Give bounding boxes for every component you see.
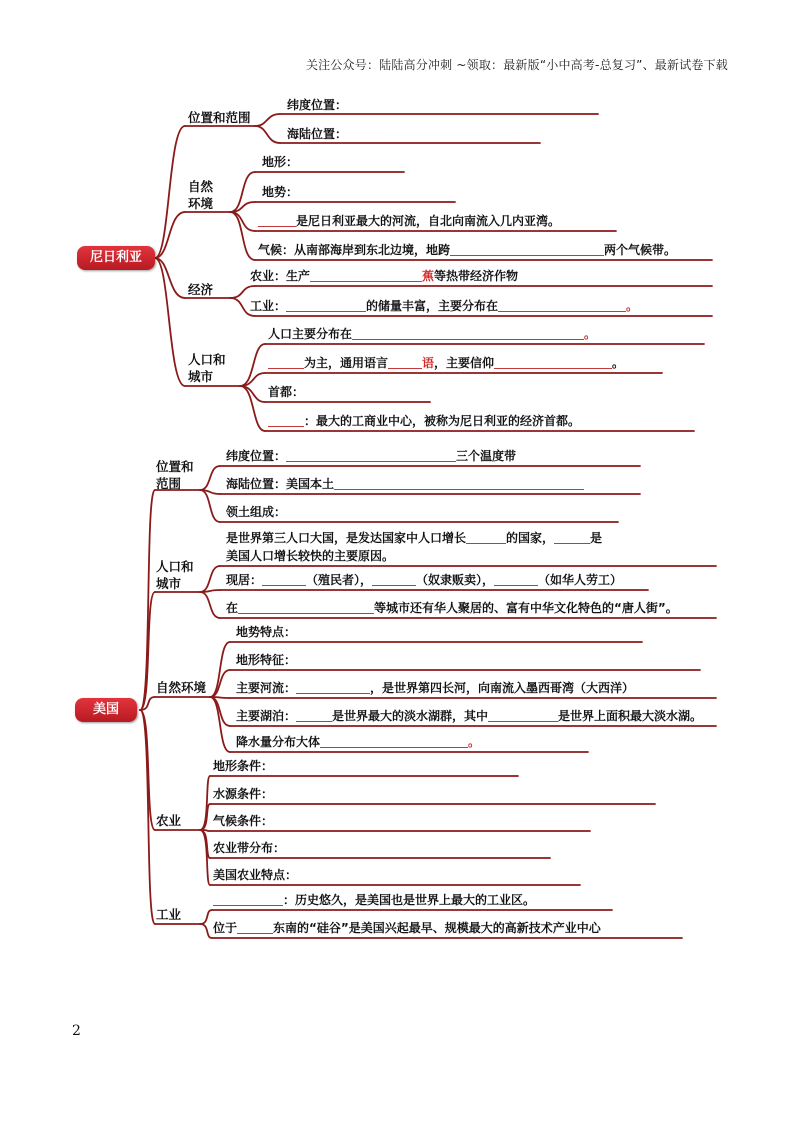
nigeria-lang-text: 为主，通用语言 [304,356,389,370]
answer-blank[interactable] [268,356,304,369]
answer-blank[interactable] [450,243,604,256]
usa-pop-end: 是 [590,531,603,545]
nigeria-agri-text: 农业：生产 [250,269,311,283]
nigeria-industry-mid: 的储量丰富，主要分布在 [366,299,499,313]
nigeria-river-line [258,213,560,229]
usa-ag-water: 水源条件： [213,787,274,801]
usa-industry-text: ：历史悠久，是美国也是世界上最大的工业区。 [283,893,536,907]
usa-chinatown-line [226,600,678,616]
answer-blank[interactable] [388,356,422,369]
answer-blank[interactable] [320,735,468,748]
usa-land-sea-text: 海陆位置：美国本土 [226,477,335,491]
usa-precip-line [236,734,480,750]
usa-ag-belts: 农业带分布： [213,841,286,855]
nigeria-cat-location: 位置和范围 [188,110,251,125]
usa-land-sea-line [226,476,584,492]
answer-blank[interactable] [296,681,370,694]
usa-root-node: 美国 [75,698,137,722]
nigeria-land-sea: 海陆位置： [287,127,348,141]
nigeria-pop-end: 。 [584,327,597,341]
nigeria-population-line [268,326,596,342]
answer-blank[interactable] [352,327,584,340]
usa-residents-slaves: （奴隶贩卖）， [416,573,495,587]
answer-blank[interactable] [296,709,332,722]
usa-latitude-line [226,448,516,464]
answer-blank[interactable] [494,356,612,369]
answer-blank[interactable] [488,709,558,722]
nigeria-industry-text: 工业： [250,299,287,313]
page-header: 关注公众号：陆陆高分冲刺 ~领取：最新版“小中高考-总复习”、最新试卷下载 [305,58,728,72]
nigeria-econ-capital-text: ：最大的工商业中心，被称为尼日利亚的经济首都。 [304,414,581,428]
nigeria-terrain: 地形： [262,155,299,169]
usa-cat-people: 人口和 城市 [156,559,194,591]
answer-blank[interactable] [237,921,273,934]
nigeria-climate-end: 两个气候带。 [604,243,677,257]
usa-residents-text: 现居： [226,573,263,587]
usa-lake-end: 是世界上面积最大淡水湖。 [558,709,703,723]
nigeria-lang-mid: ，主要信仰 [434,356,495,370]
answer-blank[interactable] [258,214,296,227]
usa-latitude-text: 纬度位置： [226,449,287,463]
answer-blank[interactable] [498,299,626,312]
usa-river-text: 主要河流： [236,681,297,695]
answer-blank[interactable] [268,414,304,427]
usa-territory: 领土组成： [226,505,287,519]
nigeria-lang-red: 语 [422,356,435,370]
nigeria-agri-end: 等热带经济作物 [434,269,519,283]
usa-ag-climate: 气候条件： [213,814,274,828]
usa-chinatown-text: 在 [226,601,239,615]
usa-population-line2: 美国人口增长较快的主要原因。 [226,549,395,563]
usa-cat-nature: 自然环境 [156,680,207,695]
usa-lake-line [236,708,702,724]
nigeria-agri-red: 蕉 [422,269,435,283]
usa-residents-line [226,572,622,588]
nigeria-agriculture-line [250,268,518,284]
answer-blank[interactable] [372,573,416,586]
answer-blank[interactable] [238,601,374,614]
usa-lake-text: 主要湖泊： [236,709,297,723]
usa-chinatown-end: 等城市还有华人聚居的、富有中华文化特色的“唐人街”。 [374,601,678,615]
usa-relief: 地势特点： [236,625,297,639]
usa-population-line1 [226,530,602,546]
nigeria-climate-text: 气候：从南部海岸到东北边境，地跨 [258,243,451,257]
usa-silicon-end: 东南的“硅谷”是美国兴起最早、规模最大的高新技术产业中心 [273,921,601,935]
answer-blank[interactable] [286,299,366,312]
answer-blank[interactable] [334,477,584,490]
nigeria-capital: 首都： [268,385,305,399]
answer-blank[interactable] [213,893,283,906]
page-number: 2 [72,1023,81,1039]
usa-residents-colonists: （殖民者）， [306,573,373,587]
nigeria-root-node: 尼日利亚 [77,246,155,270]
nigeria-pop-text: 人口主要分布在 [268,327,353,341]
usa-cat-agriculture: 农业 [156,813,182,828]
usa-river-end: ，是世界第四长河，向南流入墨西哥湾（大西洋） [370,681,635,695]
usa-latitude-end: 三个温度带 [456,449,517,463]
answer-blank[interactable] [494,573,538,586]
usa-lake-mid: 是世界最大的淡水湖群，其中 [332,709,489,723]
nigeria-river-text: 是尼日利亚最大的河流，自北向南流入几内亚湾。 [296,214,561,228]
usa-pop-mid: 的国家， [506,531,555,545]
usa-ag-features: 美国农业特点： [213,868,298,882]
answer-blank[interactable] [466,531,506,544]
nigeria-relief: 地势： [262,185,299,199]
nigeria-cat-nature: 自然 环境 [188,179,214,211]
nigeria-language-line [268,355,624,371]
usa-silicon-valley-line [213,920,601,936]
usa-industry-line [213,892,535,908]
nigeria-cat-economy: 经济 [188,282,214,297]
nigeria-econ-capital-line [268,413,580,429]
answer-blank[interactable] [262,573,306,586]
nigeria-cat-people: 人口和 城市 [188,352,226,384]
nigeria-lang-end: 。 [612,356,625,370]
answer-blank[interactable] [310,269,422,282]
usa-precip-end: 。 [468,735,481,749]
usa-cat-location: 位置和 范围 [156,459,194,491]
usa-pop-text: 是世界第三人口大国，是发达国家中人口增长 [226,531,467,545]
usa-ag-terrain: 地形条件： [213,759,274,773]
nigeria-industry-line [250,298,638,314]
nigeria-climate-line [258,242,676,258]
nigeria-latitude: 纬度位置： [287,98,348,112]
usa-terrain: 地形特征： [236,653,297,667]
usa-precip-text: 降水量分布大体 [236,735,321,749]
usa-cat-industry: 工业 [156,907,182,922]
usa-silicon-text: 位于 [213,921,238,935]
answer-blank[interactable] [286,449,456,462]
usa-residents-laborers: （如华人劳工） [538,573,623,587]
usa-river-line [236,680,634,696]
answer-blank[interactable] [554,531,590,544]
nigeria-industry-end: 。 [626,299,639,313]
